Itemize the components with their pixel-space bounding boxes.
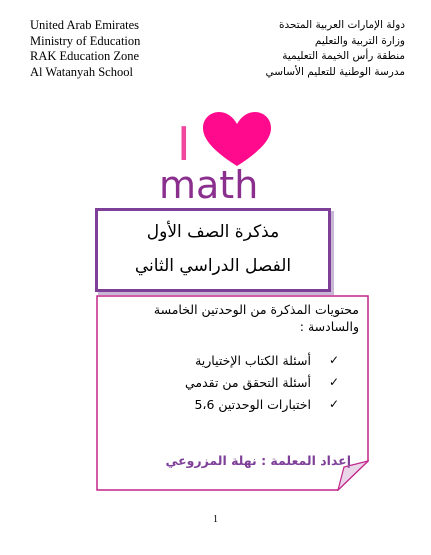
check-icon: ✓ <box>328 353 340 367</box>
header-ar-line-zone: منطقة رأس الخيمة التعليمية <box>282 50 405 62</box>
header-line-country: United Arab Emirates <box>30 18 139 32</box>
title-line-grade: مذكرة الصف الأول <box>146 222 280 242</box>
author-credit: إعداد المعلمة : نهلة المزروعي <box>165 453 351 468</box>
i-love-math-logo <box>155 108 295 203</box>
contents-intro: محتويات المذكرة من الوحدتين الخامسة والسادسة : <box>153 302 359 334</box>
header-arabic <box>225 18 405 80</box>
header-line-school: Al Watanyah School <box>30 64 133 79</box>
list-item-label: أسئلة الكتاب الإختيارية <box>195 352 311 368</box>
logo-word-math: math <box>159 163 259 203</box>
list-item <box>137 371 347 393</box>
header-ar-line-country: دولة الإمارات العربية المتحدة <box>278 19 405 31</box>
list-item <box>137 393 347 415</box>
title-line-semester: الفصل الدراسي الثاني <box>134 256 292 276</box>
header-ar-line-ministry: وزارة التربية والتعليم <box>314 34 405 47</box>
title-box <box>95 208 331 292</box>
header-ar-line-school: مدرسة الوطنية للتعليم الأساسي <box>265 65 405 78</box>
contents-list <box>137 349 347 415</box>
list-item-label: اختبارات الوحدتين 5،6 <box>194 396 311 412</box>
heart-icon <box>203 112 271 166</box>
contents-box <box>96 295 369 491</box>
header-line-ministry: Ministry of Education <box>30 33 141 48</box>
list-item <box>137 349 347 371</box>
check-icon: ✓ <box>328 397 340 411</box>
header-line-zone: RAK Education Zone <box>30 49 140 63</box>
logo-letter-i: I <box>177 117 191 171</box>
header-english <box>30 18 140 80</box>
check-icon: ✓ <box>328 375 340 389</box>
page-number: 1 <box>213 514 218 525</box>
list-item-label: أسئلة التحقق من تقدمي <box>184 374 311 390</box>
